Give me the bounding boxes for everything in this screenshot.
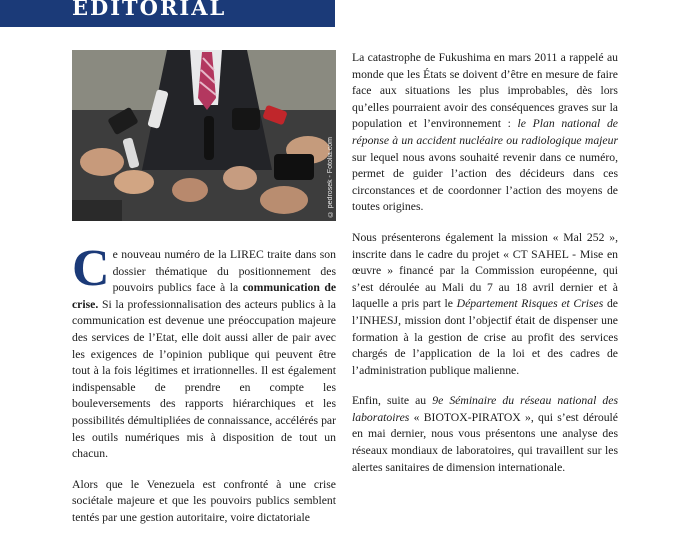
mali-text: Nous présenterons également la mission « Mal 252 », inscrite dans le cadre du projet « CT SAHEL - Mise en œuvre » financé par la Commission européenne, qui s’est déroulée au Mali du 7 au 18 avril dernier et à laquelle a pris part le — [352, 230, 618, 311]
fukushima-paragraph — [352, 50, 618, 216]
mali-text-continued: de l’INHESJ, mission dont l’objectif était de dispenser une formation à la gestion de crise au profit des services chargés de l’application de la loi et des cadres de l’administration publique malienne. — [352, 297, 618, 377]
labs-text-continued: « BIOTOX-PIRATOX », qui s’est déroulé en mai dernier, nous vous présentons une analyse des réseaux mondiaux de laboratoires, qui travaillent sur les alertes sanitaires de dimension internationale. — [352, 410, 618, 474]
labs-text: Enfin, suite au — [352, 394, 433, 408]
fukushima-text-continued: sur lequel nous avons souhaité revenir dans ce numéro, permet de guider l’action des décideurs dans ces circonstances et de coordonner l’action des moyens de toutes origines. — [352, 150, 618, 214]
editorial-banner — [0, 0, 335, 27]
venezuela-paragraph: Alors que le Venezuela est confronté à une crise sociétale majeure et que les pouvoirs publics semblent tentés par une gestion autoritaire, voire dictatoriale — [72, 477, 336, 524]
intro-paragraph — [72, 240, 337, 463]
laboratories-paragraph — [352, 393, 618, 476]
seminar-emphasis: 9e Séminaire du réseau national des laboratoires — [352, 394, 618, 424]
drop-cap: C — [72, 240, 110, 297]
photo-credit: © pedrosek - Fotolia.com — [327, 136, 334, 217]
right-column — [352, 50, 618, 490]
fukushima-text: La catastrophe de Fukushima en mars 2011 a rappelé au monde que les États se doivent d’être en mesure de faire face aux situations les plus improbables, dès lors qu’elles pourraient avoir des conséquences graves sur la population et l’environnement : — [352, 51, 618, 131]
plan-national-emphasis: le Plan national de réponse à un accident nucléaire ou radiologique majeur — [352, 117, 618, 147]
intro-text: e nouveau numéro de la LIREC traite dans son dossier thématique du positionnement des pouvoirs publics face à la — [112, 248, 336, 295]
intro-text-continued: Si la professionnalisation des acteurs publics à la communication est devenue une préoccupation majeure des services de l’Etat, elle doit aussi aller de pair avec les exigences de l’opinion publique qui peuvent être tout à la fois légitimes et irrationnelles. Il est également indispensable de prendre en compte les bouleversements des rapports hiérarchiques et les possibilités démultipliées de connaissance, accélérés par les outils numériques mis à disposition de tout un chacun. — [72, 297, 336, 461]
page-title: EDITORIAL — [72, 0, 227, 20]
press-conference-image — [72, 50, 336, 221]
left-column — [72, 240, 337, 541]
department-emphasis: Département Risques et Crises — [456, 297, 604, 311]
mali-mission-paragraph — [352, 230, 618, 379]
intro-emphasis: communication de crise. — [72, 281, 337, 311]
press-conference-photo — [72, 50, 336, 221]
